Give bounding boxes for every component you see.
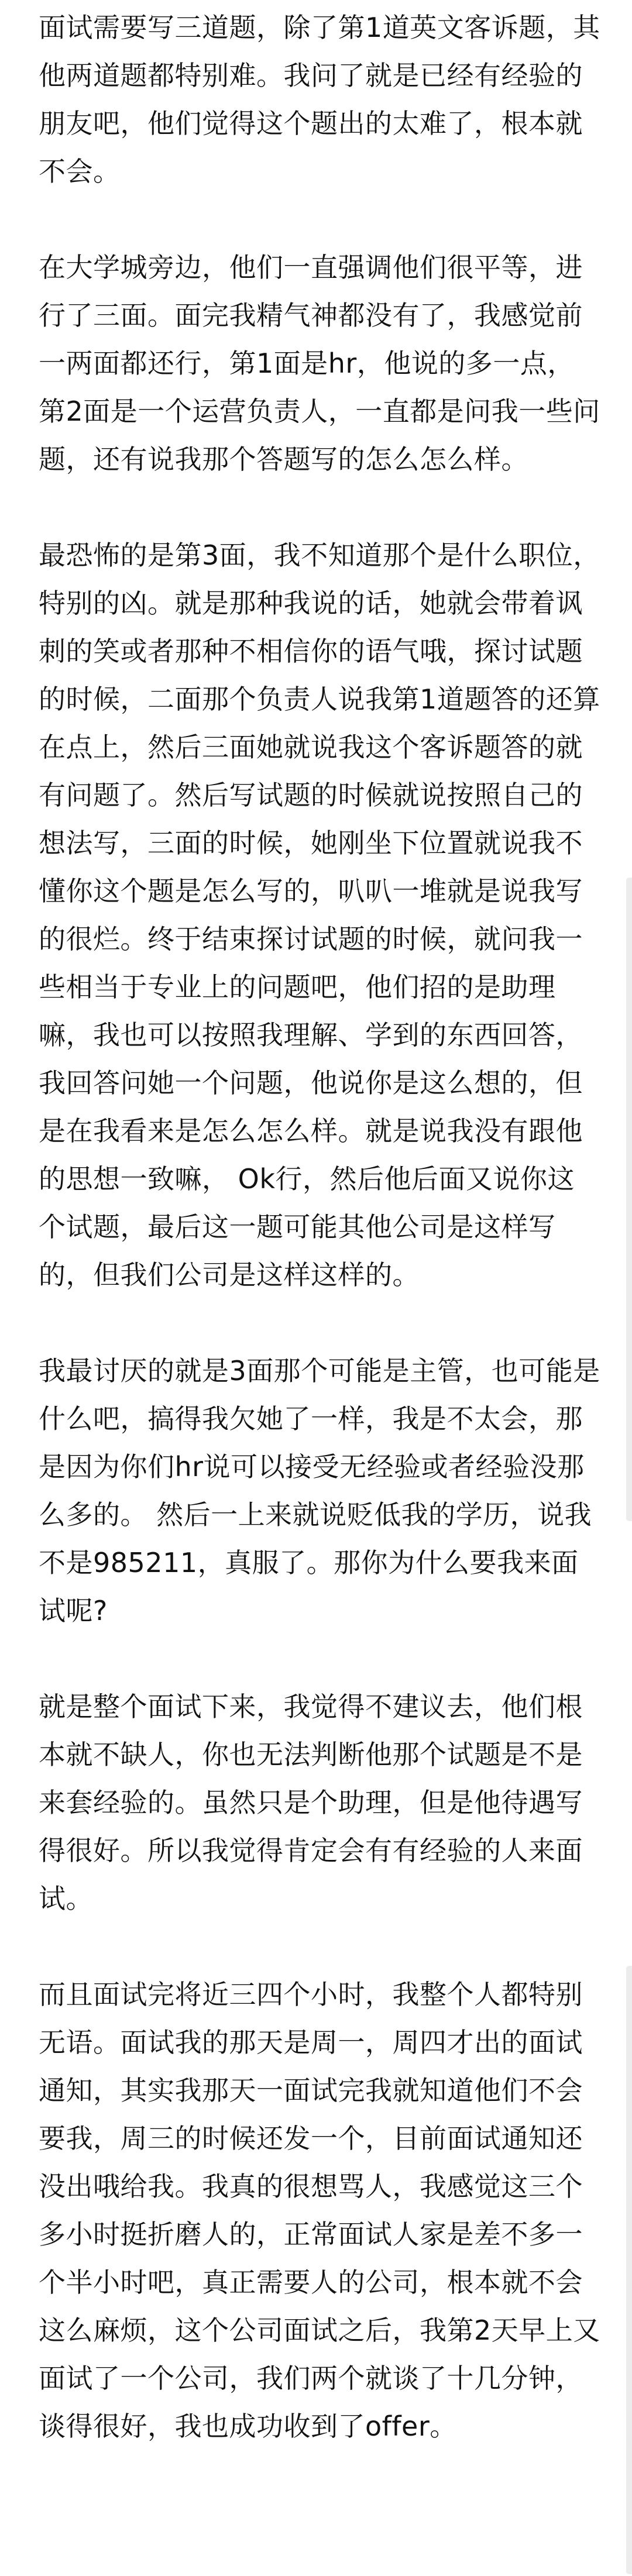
- scroll-indicator: [626, 1966, 632, 2574]
- article-body: [39, 4, 600, 2450]
- paragraph-2: 在大学城旁边，他们一直强调他们很平等，进行了三面。面完我精气神都没有了，我感觉前一两面都还行，第1面是hr，他说的多一点，第2面是一个运营负责人，一直都是问我一些问题，还有说我那个答题写的怎么怎么样。: [39, 252, 600, 475]
- paragraph-4: 我最讨厌的就是3面那个可能是主管，也可能是什么吧，搞得我欠她了一样，我是不太会，那是因为你们hr说可以接受无经验或者经验没那么多的。 然后一上来就说贬低我的学历，说我不是985211，真服了。那你为什么要我来面试呢?: [39, 1355, 600, 1626]
- paragraph-6: 而且面试完将近三四个小时，我整个人都特别无语。面试我的那天是周一，周四才出的面试通知，其实我那天一面试完我就知道他们不会要我，周三的时候还发一个，目前面试通知还没出哦给我。我真的很想骂人，我感觉这三个多小时挺折磨人的，正常面试人家是差不多一个半小时吧，真正需要人的公司，根本就不会这么麻烦，这个公司面试之后，我第2天早上又面试了一个公司，我们两个就谈了十几分钟，谈得很好，我也成功收到了offer。: [39, 1979, 600, 2442]
- paragraph-5: 就是整个面试下来，我觉得不建议去，他们根本就不缺人，你也无法判断他那个试题是不是来套经验的。虽然只是个助理，但是他待遇写得很好。所以我觉得肯定会有有经验的人来面试。: [39, 1691, 583, 1914]
- paragraph-1: 面试需要写三道题，除了第1道英文客诉题，其他两道题都特别难。我问了就是已经有经验的朋友吧，他们觉得这个题出的太难了，根本就不会。: [39, 12, 600, 187]
- paragraph-3: 最恐怖的是第3面，我不知道那个是什么职位，特别的凶。就是那种我说的话，她就会带着讽刺的笑或者那种不相信你的语气哦，探讨试题的时候，二面那个负责人说我第1道题答的还算在点上，然后三面她就说我这个客诉题答的就有问题了。然后写试题的时候就说按照自己的想法写，三面的时候，她刚坐下位置就说我不懂你这个题是怎么写的，叭叭一堆就是说我写的很烂。终于结束探讨试题的时候，就问我一些相当于专业上的问题吧，他们招的是助理嘛，我也可以按照我理解、学到的东西回答，我回答问她一个问题，他说你是这么想的，但是在我看来是怎么怎么样。就是说我没有跟他的思想一致嘛， Ok行，然后他后面又说你这个试题，最后这一题可能其他公司是这样写的，但我们公司是这样这样的。: [39, 539, 600, 1291]
- scroll-indicator: [626, 1164, 632, 1521]
